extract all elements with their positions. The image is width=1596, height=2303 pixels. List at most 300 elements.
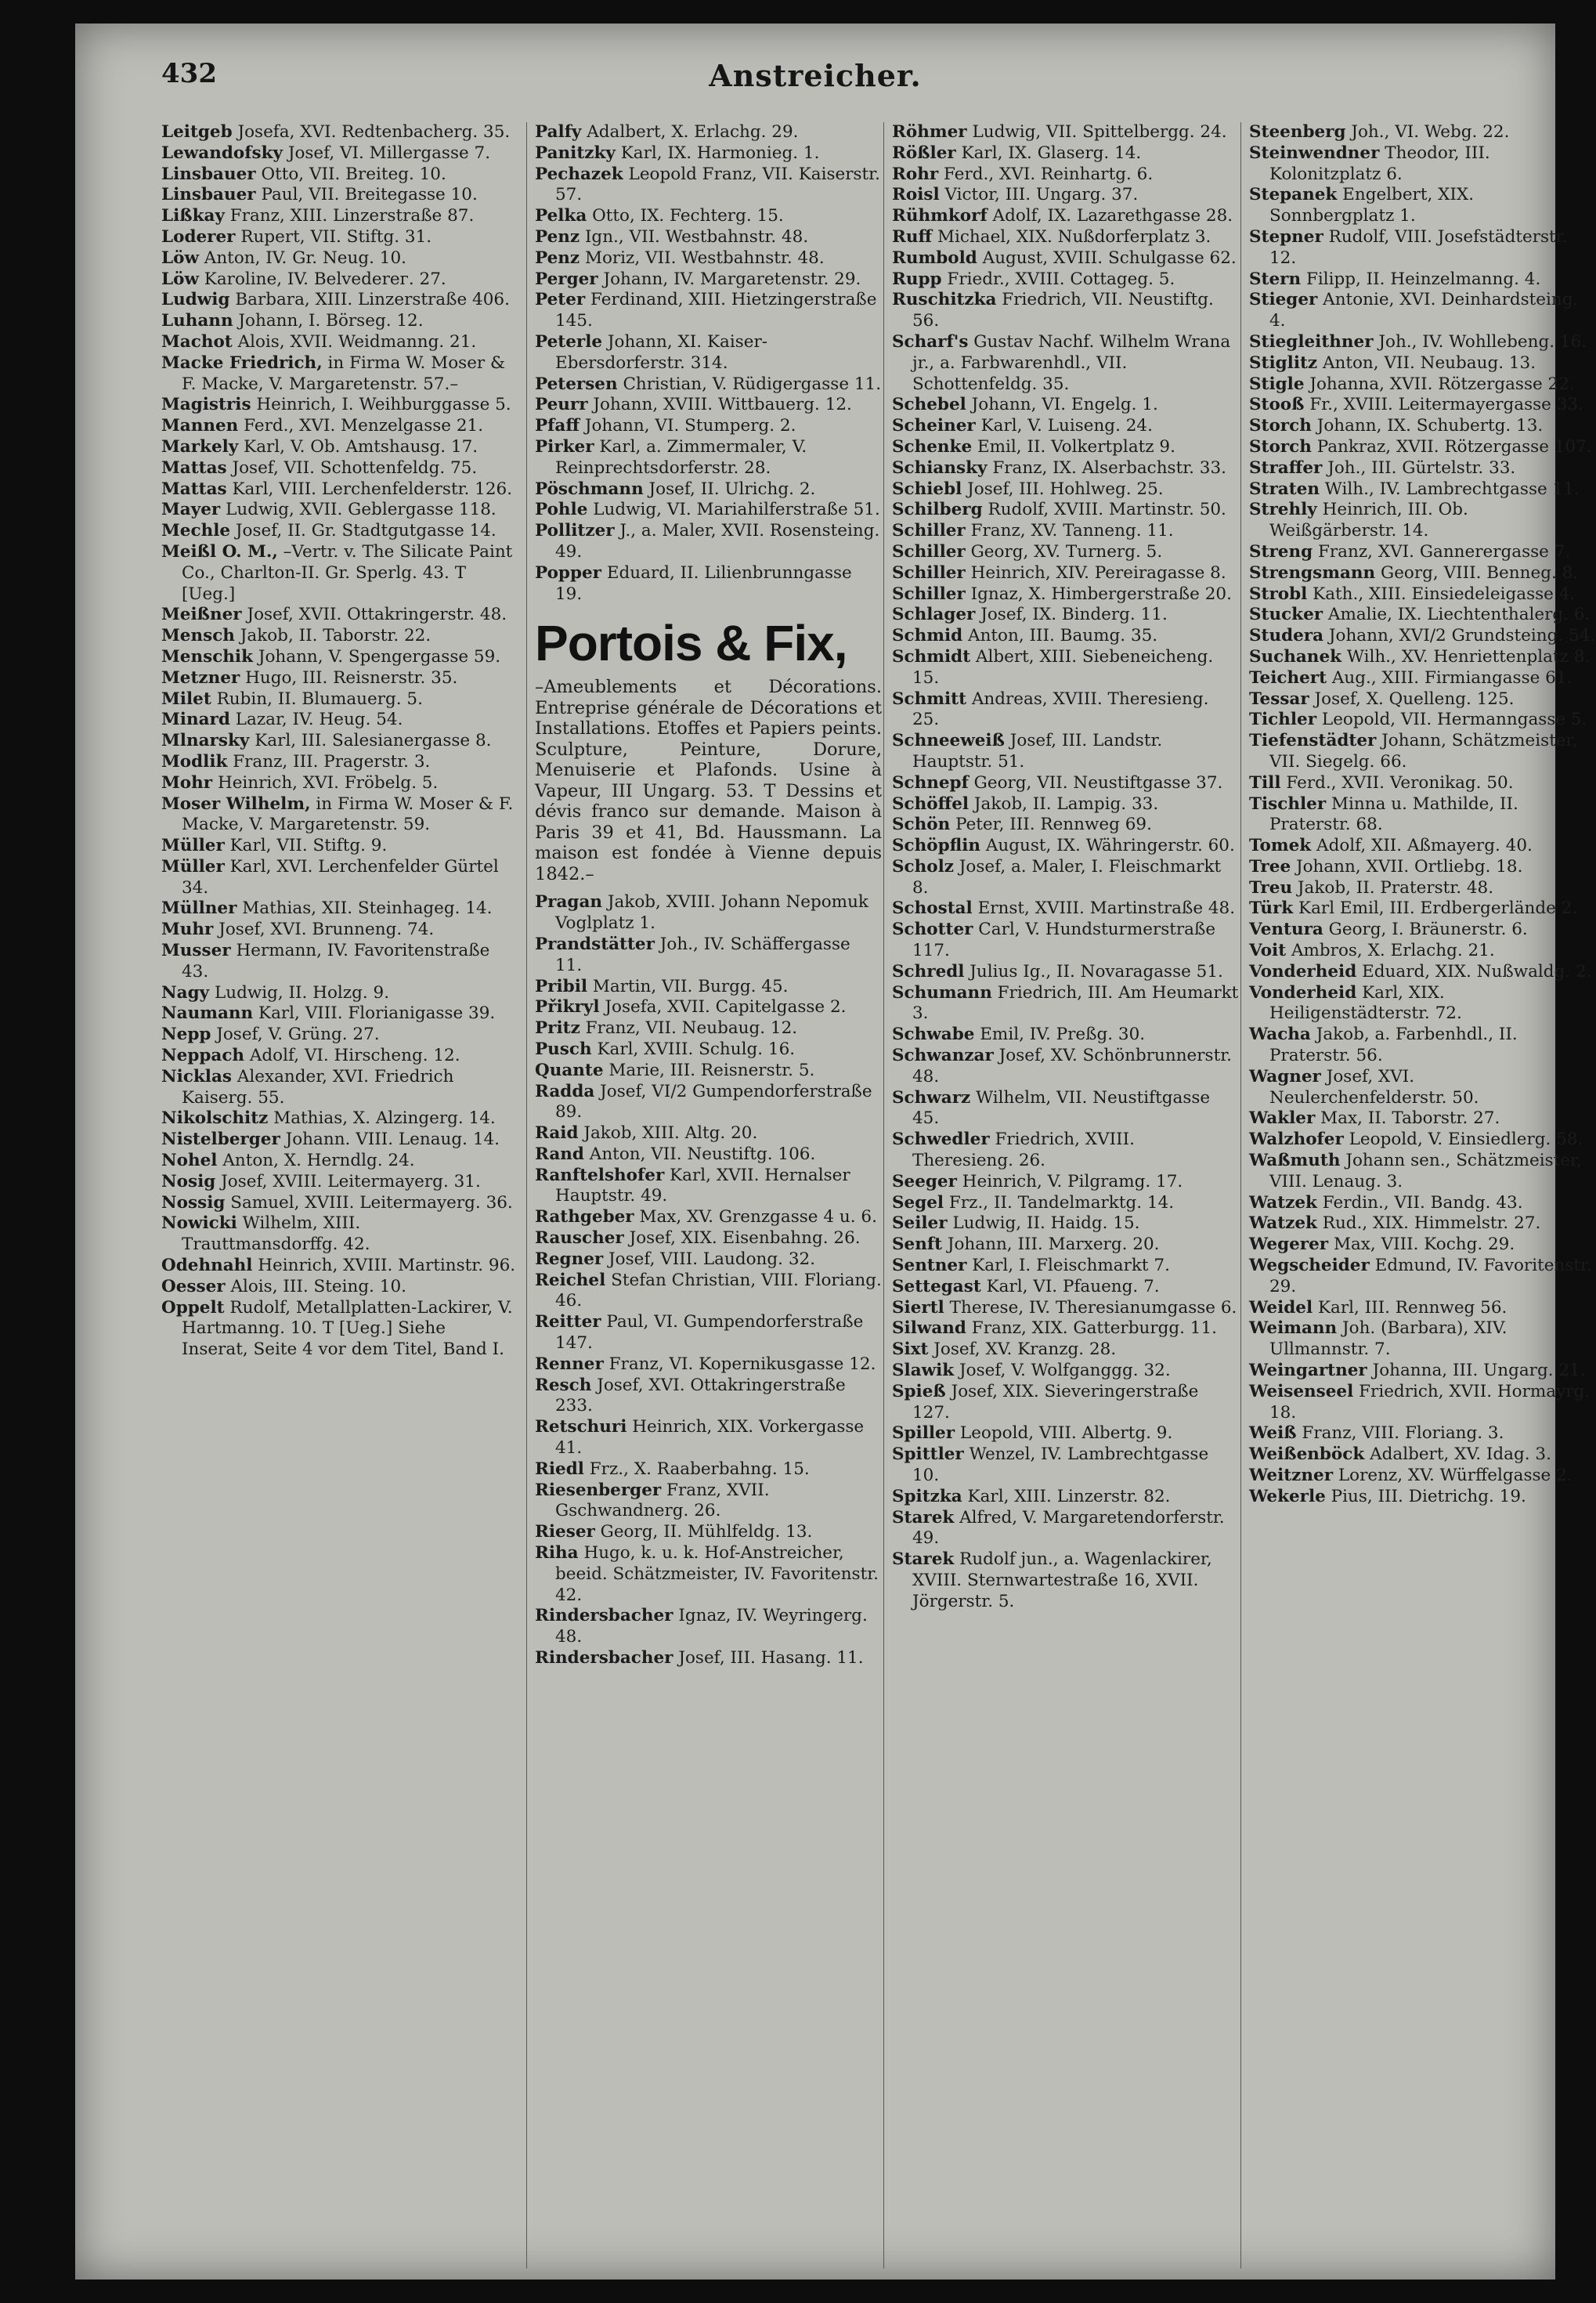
entry-details: Ferd., XVI. Reinhartg. 6. (938, 164, 1154, 184)
entry-details: Engelbert, XIX. Sonnbergplatz 1. (1269, 185, 1475, 226)
entry-details: Ludwig, VI. Mariahilferstraße 51. (587, 500, 880, 520)
entry-name: Weißenböck (1249, 1444, 1365, 1465)
directory-entry (892, 269, 1239, 291)
entry-name: Nohel (161, 1151, 218, 1171)
entry-details: Josef, V. Grüng. 27. (211, 1025, 380, 1045)
entry-name: Tree (1249, 856, 1291, 877)
directory-entry (161, 290, 516, 311)
directory-entry (1249, 1108, 1596, 1130)
entry-name: Tischler (1249, 794, 1327, 814)
entry-name: Vonderheid (1249, 961, 1357, 982)
entry-details: Lorenz, XV. Würffelgasse 2. (1333, 1466, 1573, 1485)
entry-name: Schwabe (892, 1025, 975, 1045)
directory-entry (1249, 332, 1596, 353)
entry-name: Schmitt (892, 689, 967, 709)
entry-details: Josef, VII. Schottenfeldg. 75. (226, 457, 478, 478)
directory-entry (161, 941, 516, 983)
directory-entry (535, 935, 882, 977)
entry-name: Metzner (161, 667, 240, 688)
entry-name: Pritz (535, 1018, 580, 1039)
directory-entry (1249, 878, 1596, 899)
entry-name: Rumbold (892, 248, 977, 268)
entry-details: Josef, II. Ulrichg. 2. (643, 479, 816, 499)
entry-name: Schwanzar (892, 1046, 994, 1066)
entry-name: Schiller (892, 584, 966, 604)
directory-entry (161, 416, 516, 437)
entry-details: Leopold, VII. Hermanngasse 5. (1316, 710, 1587, 730)
entry-name: Strengsmann (1249, 562, 1376, 583)
entry-details: Jakob, a. Farbenhdl., II. Praterstr. 56. (1269, 1025, 1518, 1066)
entry-name: Suchanek (1249, 646, 1342, 667)
entry-name: Oppelt (161, 1297, 225, 1318)
directory-entry (892, 626, 1239, 647)
directory-entry (161, 143, 516, 164)
entry-details: Albert, XIII. Siebeneicheng. 15. (912, 646, 1214, 688)
directory-entry (1249, 1025, 1596, 1067)
directory-entry (1249, 1466, 1596, 1487)
directory-entry (1249, 626, 1596, 647)
entry-name: Riesenberger (535, 1480, 662, 1500)
entry-name: Weiß (1249, 1423, 1297, 1444)
entry-name: Radda (535, 1081, 595, 1101)
directory-entry (892, 1361, 1239, 1382)
directory-entry (1249, 1298, 1596, 1319)
entry-name: Machot (161, 331, 233, 352)
entry-name: Luhann (161, 311, 233, 331)
directory-entry (1249, 500, 1596, 542)
entry-details: Karl, VIII. Florianigasse 39. (253, 1003, 496, 1024)
directory-entry (1249, 1487, 1596, 1508)
entry-details: Karl, XIII. Linzerstr. 82. (962, 1486, 1171, 1506)
directory-entry (892, 395, 1239, 416)
entry-details: Josef, VIII. Laudong. 32. (603, 1249, 816, 1269)
entry-name: Schneeweiß (892, 731, 1005, 751)
entry-details: Josef, XIX. Sieveringerstraße 127. (912, 1381, 1199, 1423)
entry-name: Steinwendner (1249, 143, 1380, 163)
directory-entry (1249, 689, 1596, 710)
directory-entry (1249, 1256, 1596, 1298)
entry-details: Johann, VI. Engelg. 1. (966, 395, 1158, 415)
entry-details: Karl, III. Salesianergasse 8. (249, 731, 492, 751)
entry-details: Gustav Nachf. Wilhelm Wrana jr., a. Farbwarenhdl., VII. Schottenfeldg. 35. (912, 331, 1231, 394)
directory-entry (535, 1228, 882, 1249)
entry-name: Sixt (892, 1340, 929, 1360)
directory-entry (535, 1061, 882, 1082)
directory-entry (892, 206, 1239, 227)
entry-details: Ferdinand, XIII. Hietzingerstraße 145. (555, 290, 877, 331)
directory-entry (161, 920, 516, 941)
entry-name: Wekerle (1249, 1486, 1326, 1506)
directory-entry (161, 752, 516, 773)
directory-entry (161, 836, 516, 857)
entry-details: Emil, II. Volkertplatz 9. (972, 436, 1175, 457)
entry-details: Josef, XVI. Neulerchenfelderstr. 50. (1269, 1066, 1479, 1108)
entry-details: Minna u. Mathilde, II. Praterstr. 68. (1269, 794, 1518, 835)
entry-details: Aug., XIII. Firmiangasse 61. (1327, 667, 1573, 688)
entry-details: Josef, III. Landstr. Hauptstr. 51. (912, 731, 1163, 772)
entry-name: Vonderheid (1249, 982, 1357, 1003)
entry-name: Röhmer (892, 122, 967, 142)
directory-entry (892, 1508, 1239, 1550)
entry-name: Scheiner (892, 416, 976, 436)
entry-details: Emil, IV. Preßg. 30. (974, 1025, 1146, 1045)
directory-entry (892, 1213, 1239, 1235)
entry-details: Stefan Christian, VIII. Floriang. 46. (555, 1270, 882, 1311)
entry-details: Josef, XVIII. Leitermayerg. 31. (215, 1171, 481, 1191)
entry-name: Tichler (1249, 710, 1317, 730)
entry-name: Schenke (892, 436, 973, 457)
entry-name: Macke Friedrich, (161, 352, 323, 373)
entry-name: Schumann (892, 982, 992, 1003)
entry-name: Schöffel (892, 794, 970, 814)
entry-details: Franz, VIII. Floriang. 3. (1296, 1423, 1504, 1444)
directory-entry (161, 332, 516, 353)
directory-entry (892, 458, 1239, 479)
entry-name: Weingartner (1249, 1361, 1367, 1381)
directory-entry (535, 206, 882, 227)
directory-entry (892, 1277, 1239, 1298)
entry-name: Tessar (1249, 689, 1309, 709)
entry-details: Johanna, XVII. Rötzergasse 22. (1304, 374, 1575, 394)
entry-name: Pelka (535, 206, 587, 226)
directory-entry (535, 1144, 882, 1166)
entry-name: Odehnahl (161, 1256, 253, 1276)
directory-entry (1249, 983, 1596, 1025)
entry-name: Přikryl (535, 997, 600, 1018)
entry-details: Josef, X. Quelleng. 125. (1309, 689, 1515, 709)
entry-details: Josef, XIX. Eisenbahng. 26. (623, 1228, 861, 1249)
directory-entry (161, 857, 516, 899)
entry-details: Johann, III. Marxerg. 20. (942, 1235, 1160, 1255)
directory-entry (892, 1235, 1239, 1256)
directory-entry (1249, 353, 1596, 374)
entry-name: Mayer (161, 500, 221, 520)
column-1 (161, 122, 522, 2269)
entry-details: Anton, VII. Neustiftg. 106. (583, 1144, 816, 1164)
entry-details: Joh., VI. Webg. 22. (1345, 122, 1510, 142)
entry-details: Michael, XIX. Nußdorferplatz 3. (932, 226, 1211, 247)
directory-entry (892, 521, 1239, 542)
entry-details: Johann, IX. Schubertg. 13. (1311, 416, 1544, 436)
entry-name: Tiefenstädter (1249, 731, 1377, 751)
directory-entry (892, 857, 1239, 899)
directory-entry (161, 1003, 516, 1025)
entry-details: Eduard, XIX. Nußwaldg. 2. (1356, 961, 1592, 982)
entry-name: Riedl (535, 1459, 584, 1479)
directory-entry (1249, 1444, 1596, 1466)
directory-entry (535, 977, 882, 998)
entry-name: Stieger (1249, 290, 1318, 310)
directory-entry (535, 1249, 882, 1271)
entry-name: Seiler (892, 1213, 948, 1234)
entry-name: Rathgeber (535, 1207, 634, 1227)
directory-entry (161, 1025, 516, 1046)
entry-name: Rauscher (535, 1228, 624, 1249)
entry-details: Anton, IV. Gr. Neug. 10. (198, 248, 406, 268)
directory-entry (161, 689, 516, 710)
entry-details: Heinrich, XIV. Pereiragasse 8. (965, 562, 1226, 583)
entry-details: Rud., XIX. Himmelstr. 27. (1316, 1213, 1541, 1234)
entry-name: Meißl O. M., (161, 541, 278, 562)
entry-details: Kath., XIII. Einsiedeleigasse 4. (1307, 584, 1576, 604)
directory-entry (892, 898, 1239, 920)
entry-details: Franz, XIX. Gatterburgg. 11. (966, 1318, 1217, 1339)
directory-entry (892, 290, 1239, 332)
entry-name: Mensch (161, 626, 235, 646)
directory-entry (1249, 605, 1596, 626)
directory-entry (535, 1522, 882, 1543)
entry-name: Voit (1249, 941, 1287, 961)
entry-details: Josef, V. Wolfganggg. 32. (954, 1361, 1171, 1381)
entry-name: Weisenseel (1249, 1381, 1354, 1401)
directory-entry (161, 437, 516, 458)
entry-details: Heinrich, XVI. Fröbelg. 5. (212, 772, 439, 793)
entry-name: Ruff (892, 226, 933, 247)
directory-entry (161, 605, 516, 626)
entry-details: Anton, III. Baumg. 35. (962, 626, 1158, 646)
column-4 (1240, 122, 1596, 2269)
directory-entry (161, 311, 516, 332)
entry-details: Josef, XVI. Ottakringerstraße 233. (555, 1375, 846, 1416)
directory-entry (161, 794, 516, 837)
entry-name: Löw (161, 269, 199, 289)
entry-name: Reichel (535, 1270, 606, 1290)
directory-entry (161, 731, 516, 752)
entry-details: Julius Ig., II. Novaragasse 51. (964, 961, 1223, 982)
directory-entry (1249, 1318, 1596, 1361)
entry-details: Edmund, IV. Favoritenstr. 29. (1269, 1256, 1592, 1296)
entry-name: Nikolschitz (161, 1108, 269, 1129)
directory-entry (161, 1172, 516, 1193)
entry-details: Friedrich, XVII. Hormayrg. 18. (1269, 1381, 1591, 1423)
entry-name: Rieser (535, 1522, 595, 1542)
entry-name: Minard (161, 710, 230, 730)
entry-details: Ignaz, IV. Weyringerg. 48. (555, 1606, 868, 1647)
entry-details: Wilh., IV. Lambrechtgasse 11. (1319, 479, 1580, 499)
entry-name: Meißner (161, 605, 242, 625)
directory-entry (892, 416, 1239, 437)
entry-details: Karl, IX. Harmonieg. 1. (615, 143, 820, 163)
entry-details: Barbara, XIII. Linzerstraße 406. (229, 290, 510, 310)
entry-details: Josef, XVI. Brunneng. 74. (213, 920, 435, 940)
directory-entry (535, 997, 882, 1018)
entry-details: Karl, XVIII. Schulg. 16. (591, 1039, 796, 1059)
directory-entry (535, 248, 882, 269)
entry-name: Peterle (535, 331, 603, 352)
entry-name: Stiegleithner (1249, 331, 1374, 352)
entry-name: Rühmkorf (892, 206, 988, 226)
entry-details: Johann, XVII. Ortliebg. 18. (1291, 856, 1523, 877)
directory-entry (161, 773, 516, 794)
entry-details: Joh., III. Gürtelstr. 33. (1322, 457, 1516, 478)
entry-details: Adolf, IX. Lazarethgasse 28. (987, 206, 1233, 226)
entry-details: Franz, XVII. Gschwandnerg. 26. (555, 1480, 770, 1521)
entry-name: Teichert (1249, 667, 1327, 688)
directory-entry (892, 1025, 1239, 1046)
entry-details: Josef, XV. Kranzg. 28. (928, 1340, 1117, 1360)
entry-name: Schredl (892, 961, 965, 982)
entry-name: Schotter (892, 920, 973, 940)
entry-name: Rohr (892, 164, 939, 184)
entry-name: Starek (892, 1549, 955, 1570)
entry-name: Roisl (892, 185, 940, 205)
directory-entry (161, 898, 516, 920)
directory-entry (161, 1067, 516, 1109)
directory-entry (1249, 794, 1596, 837)
entry-name: Pohle (535, 500, 588, 520)
directory-entry (892, 122, 1239, 143)
directory-entry (161, 185, 516, 206)
entry-details: Josef, XVII. Ottakringerstr. 48. (241, 605, 507, 625)
entry-details: Karl, VIII. Lerchenfelderstr. 126. (226, 479, 513, 499)
entry-name: Oesser (161, 1276, 226, 1296)
directory-entry (1249, 836, 1596, 857)
entry-name: Neppach (161, 1046, 245, 1066)
directory-entry (161, 710, 516, 731)
entry-details: Otto, VII. Breiteg. 10. (255, 164, 446, 184)
directory-entry (1249, 122, 1596, 143)
entry-details: in Firma W. Moser & F. Macke, V. Margaretenstr. 59. (182, 794, 514, 835)
directory-entry (161, 668, 516, 689)
directory-entry (535, 1207, 882, 1228)
entry-details: Johann, XI. Kaiser-Ebersdorferstr. 314. (555, 331, 768, 373)
entry-name: Schiller (892, 521, 966, 541)
entry-details: Adalbert, XV. Idag. 3. (1364, 1444, 1551, 1465)
entry-details: Antonie, XVI. Deinhardsteing. 4. (1269, 290, 1579, 331)
entry-details: Therese, IV. Theresianumgasse 6. (944, 1297, 1237, 1318)
entry-details: Jakob, XIII. Altg. 20. (578, 1123, 758, 1144)
entry-name: Riha (535, 1543, 579, 1564)
directory-entry (1249, 479, 1596, 501)
directory-entry (1249, 1151, 1596, 1193)
entry-name: Schmidt (892, 646, 971, 667)
entry-name: Watzek (1249, 1192, 1317, 1213)
directory-entry (535, 500, 882, 521)
entry-details: Frz., X. Raaberbahng. 15. (583, 1459, 810, 1479)
entry-details: Eduard, II. Lilienbrunngasse 19. (555, 562, 852, 604)
directory-entry (1249, 437, 1596, 458)
entry-details: Alois, III. Steing. 10. (225, 1276, 406, 1296)
entry-details: Johann. VIII. Lenaug. 14. (280, 1130, 500, 1150)
entry-details: Rudolf, Metallplatten-Lackirer, V. Hartmanng. 10. T [Ueg.] Siehe Inserat, Seite 4 vor dem Titel, Band I. (182, 1297, 513, 1360)
directory-entry (161, 479, 516, 501)
entry-details: Ludwig, XVII. Geblergasse 118. (220, 500, 496, 520)
entry-details: Hugo, k. u. k. Hof-Anstreicher, beeid. Schätzmeister, IV. Favoritenstr. 42. (555, 1543, 879, 1605)
entry-details: Ign., VII. Westbahnstr. 48. (580, 226, 809, 247)
entry-details: Hugo, III. Reisnerstr. 35. (240, 667, 458, 688)
entry-name: Nicklas (161, 1066, 233, 1086)
entry-name: Watzek (1249, 1213, 1317, 1234)
entry-name: Pribil (535, 976, 588, 996)
entry-details: Adolf, XII. Aßmayerg. 40. (1311, 836, 1533, 856)
entry-name: Menschik (161, 646, 254, 667)
entry-name: Müller (161, 856, 225, 877)
entry-details: J., a. Maler, XVII. Rosensteing. 49. (555, 521, 880, 562)
entry-name: Mohr (161, 772, 213, 793)
entry-name: Modlik (161, 751, 228, 772)
entry-name: Walzhofer (1249, 1130, 1344, 1150)
entry-details: Karl Emil, III. Erdbergerlände 2. (1293, 898, 1578, 919)
entry-details: Josefa, XVI. Redtenbacherg. 35. (232, 122, 511, 142)
entry-name: Penz (535, 248, 580, 268)
directory-entry (161, 1130, 516, 1151)
entry-name: Penz (535, 226, 580, 247)
directory-entry (535, 1123, 882, 1144)
entry-name: Prandstätter (535, 934, 655, 954)
entry-name: Senft (892, 1235, 943, 1255)
entry-name: Schiller (892, 562, 966, 583)
entry-details: Mathias, XII. Steinhageg. 14. (237, 898, 493, 919)
entry-name: Markely (161, 436, 239, 457)
entry-details: Jakob, II. Taborstr. 22. (234, 626, 431, 646)
entry-details: Leopold, V. Einsiedlerg. 58. (1343, 1130, 1583, 1150)
entry-name: Weitzner (1249, 1466, 1334, 1485)
entry-details: Franz, VI. Kopernikusgasse 12. (603, 1354, 876, 1374)
directory-entry (892, 248, 1239, 269)
entry-details: Ludwig, II. Holzg. 9. (209, 982, 390, 1003)
directory-entry (892, 920, 1239, 962)
directory-entry (535, 1271, 882, 1313)
directory-entry (535, 416, 882, 437)
directory-entry (535, 1459, 882, 1480)
directory-entry (892, 1487, 1239, 1508)
entry-details: Karl, I. Fleischmarkt 7. (966, 1256, 1170, 1276)
directory-entry (161, 269, 516, 291)
directory-entry (535, 164, 882, 207)
entry-name: Pöschmann (535, 479, 644, 499)
directory-entry (161, 1298, 516, 1361)
entry-details: Josef, IX. Binderg. 11. (975, 605, 1168, 625)
entry-details: Karl, IX. Glaserg. 14. (955, 143, 1142, 163)
directory-entry (1249, 920, 1596, 941)
entry-details: Rudolf jun., a. Wagenlackirer, XVIII. Sternwartestraße 16, XVII. Jörgerstr. 5. (912, 1549, 1212, 1611)
entry-name: Waßmuth (1249, 1151, 1341, 1171)
entry-details: Karl, VI. Pfaueng. 7. (980, 1276, 1160, 1296)
directory-entry (892, 1549, 1239, 1612)
entry-details: Max, XV. Grenzgasse 4 u. 6. (634, 1207, 877, 1227)
directory-entry (892, 143, 1239, 164)
directory-entry (535, 892, 882, 935)
advertisement-title: Portois & Fix, (535, 615, 847, 672)
directory-entry (535, 1648, 882, 1669)
entry-name: Nagy (161, 982, 210, 1003)
entry-name: Lewandofsky (161, 143, 283, 163)
entry-name: Reitter (535, 1312, 601, 1332)
entry-details: Theodor, III. Kolonitzplatz 6. (1269, 143, 1490, 184)
directory-entry (161, 248, 516, 269)
entry-name: Seeger (892, 1171, 957, 1191)
directory-entry (161, 1256, 516, 1277)
directory-entry (1249, 857, 1596, 878)
entry-details: Ernst, XVIII. Martinstraße 48. (972, 898, 1236, 919)
entry-name: Stepner (1249, 226, 1323, 247)
directory-entry (535, 122, 882, 143)
entry-name: Silwand (892, 1318, 966, 1339)
entry-details: Karl, XVI. Lerchenfelder Gürtel 34. (182, 856, 499, 898)
entry-details: Amalie, IX. Liechtenthalerg. 6. (1323, 605, 1591, 625)
entry-name: Mattas (161, 479, 227, 499)
entry-details: Rupert, VII. Stiftg. 31. (235, 226, 432, 247)
entry-details: Wilhelm, VII. Neustiftgasse 45. (912, 1087, 1211, 1129)
entry-details: Karl, VII. Stiftg. 9. (224, 836, 388, 856)
entry-name: Pollitzer (535, 521, 615, 541)
entry-name: Rößler (892, 143, 956, 163)
directory-entry (892, 227, 1239, 248)
entry-name: Schiller (892, 541, 966, 562)
entry-name: Naumann (161, 1003, 254, 1024)
directory-entry (892, 836, 1239, 857)
directory-entry (161, 983, 516, 1004)
